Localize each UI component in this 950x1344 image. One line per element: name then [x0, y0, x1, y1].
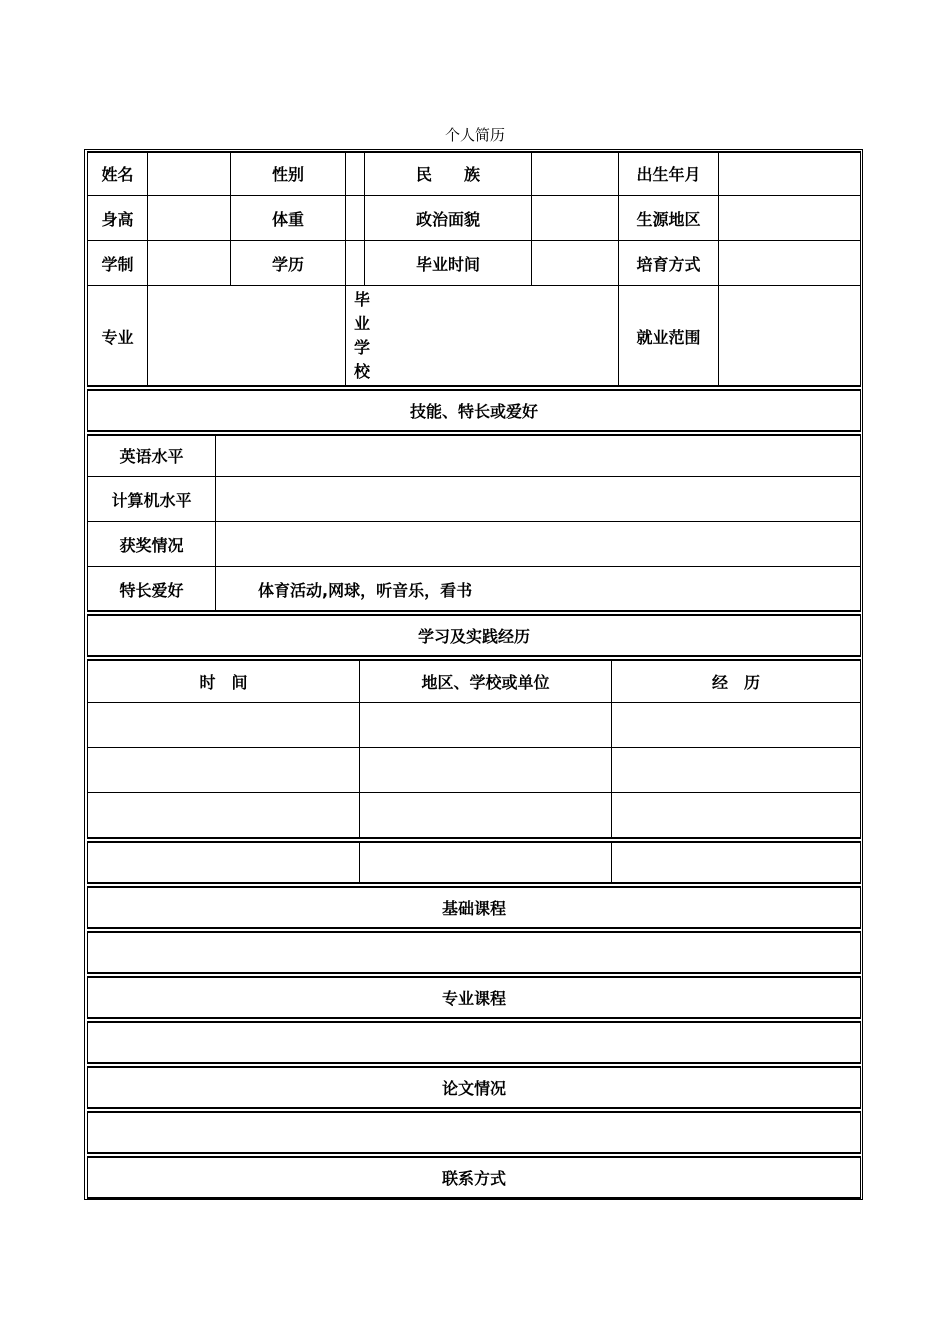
label-duration: 学制	[87, 240, 148, 286]
experience-header: 学习及实践经历	[417, 627, 530, 646]
gender-field[interactable]	[345, 151, 365, 196]
computer-field[interactable]	[215, 476, 861, 522]
label-english: 英语水平	[87, 434, 216, 477]
table-cell[interactable]	[359, 747, 612, 793]
skills-header: 技能、特长或爱好	[409, 402, 538, 421]
table-cell[interactable]	[87, 702, 360, 748]
hobbies-field[interactable]: 体育活动,网球，听音乐，看书	[215, 566, 861, 612]
label-gender: 性别	[230, 151, 346, 196]
school-label-char: 业	[354, 314, 371, 333]
table-cell[interactable]	[611, 747, 861, 793]
label-computer: 计算机水平	[87, 476, 216, 522]
label-graduation: 毕业时间	[364, 240, 532, 286]
table-cell[interactable]	[611, 792, 861, 839]
origin-field[interactable]	[718, 195, 861, 241]
school-label-char: 毕	[354, 290, 371, 309]
table-cell[interactable]	[87, 841, 360, 884]
training-field[interactable]	[718, 240, 861, 286]
english-field[interactable]	[215, 434, 861, 477]
school-label-char: 校	[354, 362, 371, 381]
table-cell[interactable]	[87, 792, 360, 839]
column-header-time: 时 间	[87, 659, 360, 703]
table-cell[interactable]	[359, 702, 612, 748]
label-employment: 就业范围	[618, 285, 719, 387]
awards-field[interactable]	[215, 521, 861, 567]
page-title: 个人简历	[444, 126, 505, 144]
label-hobbies: 特长爱好	[87, 566, 216, 612]
label-name: 姓名	[87, 151, 148, 196]
thesis-header: 论文情况	[441, 1079, 506, 1098]
degree-field[interactable]	[345, 240, 365, 286]
label-political: 政治面貌	[364, 195, 532, 241]
label-ethnicity: 民 族	[364, 151, 532, 196]
table-cell[interactable]	[611, 841, 861, 884]
basic-courses-field[interactable]	[87, 931, 861, 974]
label-major: 专业	[87, 285, 148, 387]
label-origin: 生源地区	[618, 195, 719, 241]
school-label-char: 学	[354, 338, 371, 357]
label-training: 培育方式	[618, 240, 719, 286]
contact-header: 联系方式	[441, 1169, 506, 1188]
table-cell[interactable]	[611, 702, 861, 748]
employment-field[interactable]	[718, 285, 861, 387]
label-awards: 获奖情况	[87, 521, 216, 567]
school-field[interactable]	[345, 285, 619, 387]
weight-field[interactable]	[345, 195, 365, 241]
thesis-field[interactable]	[87, 1111, 861, 1154]
column-header-experience: 经 历	[611, 659, 861, 703]
birth-field[interactable]	[718, 151, 861, 196]
label-birth: 出生年月	[618, 151, 719, 196]
basic-courses-header: 基础课程	[441, 899, 506, 918]
table-cell[interactable]	[87, 747, 360, 793]
major-courses-field[interactable]	[87, 1021, 861, 1064]
ethnicity-field[interactable]	[531, 151, 619, 196]
political-field[interactable]	[531, 195, 619, 241]
column-header-place: 地区、学校或单位	[359, 659, 612, 703]
duration-field[interactable]	[147, 240, 231, 286]
table-cell[interactable]	[359, 841, 612, 884]
major-field[interactable]	[147, 285, 346, 387]
label-degree: 学历	[230, 240, 346, 286]
name-field[interactable]	[147, 151, 231, 196]
label-height: 身高	[87, 195, 148, 241]
graduation-field[interactable]	[531, 240, 619, 286]
label-weight: 体重	[230, 195, 346, 241]
table-cell[interactable]	[359, 792, 612, 839]
height-field[interactable]	[147, 195, 231, 241]
major-courses-header: 专业课程	[441, 989, 506, 1008]
